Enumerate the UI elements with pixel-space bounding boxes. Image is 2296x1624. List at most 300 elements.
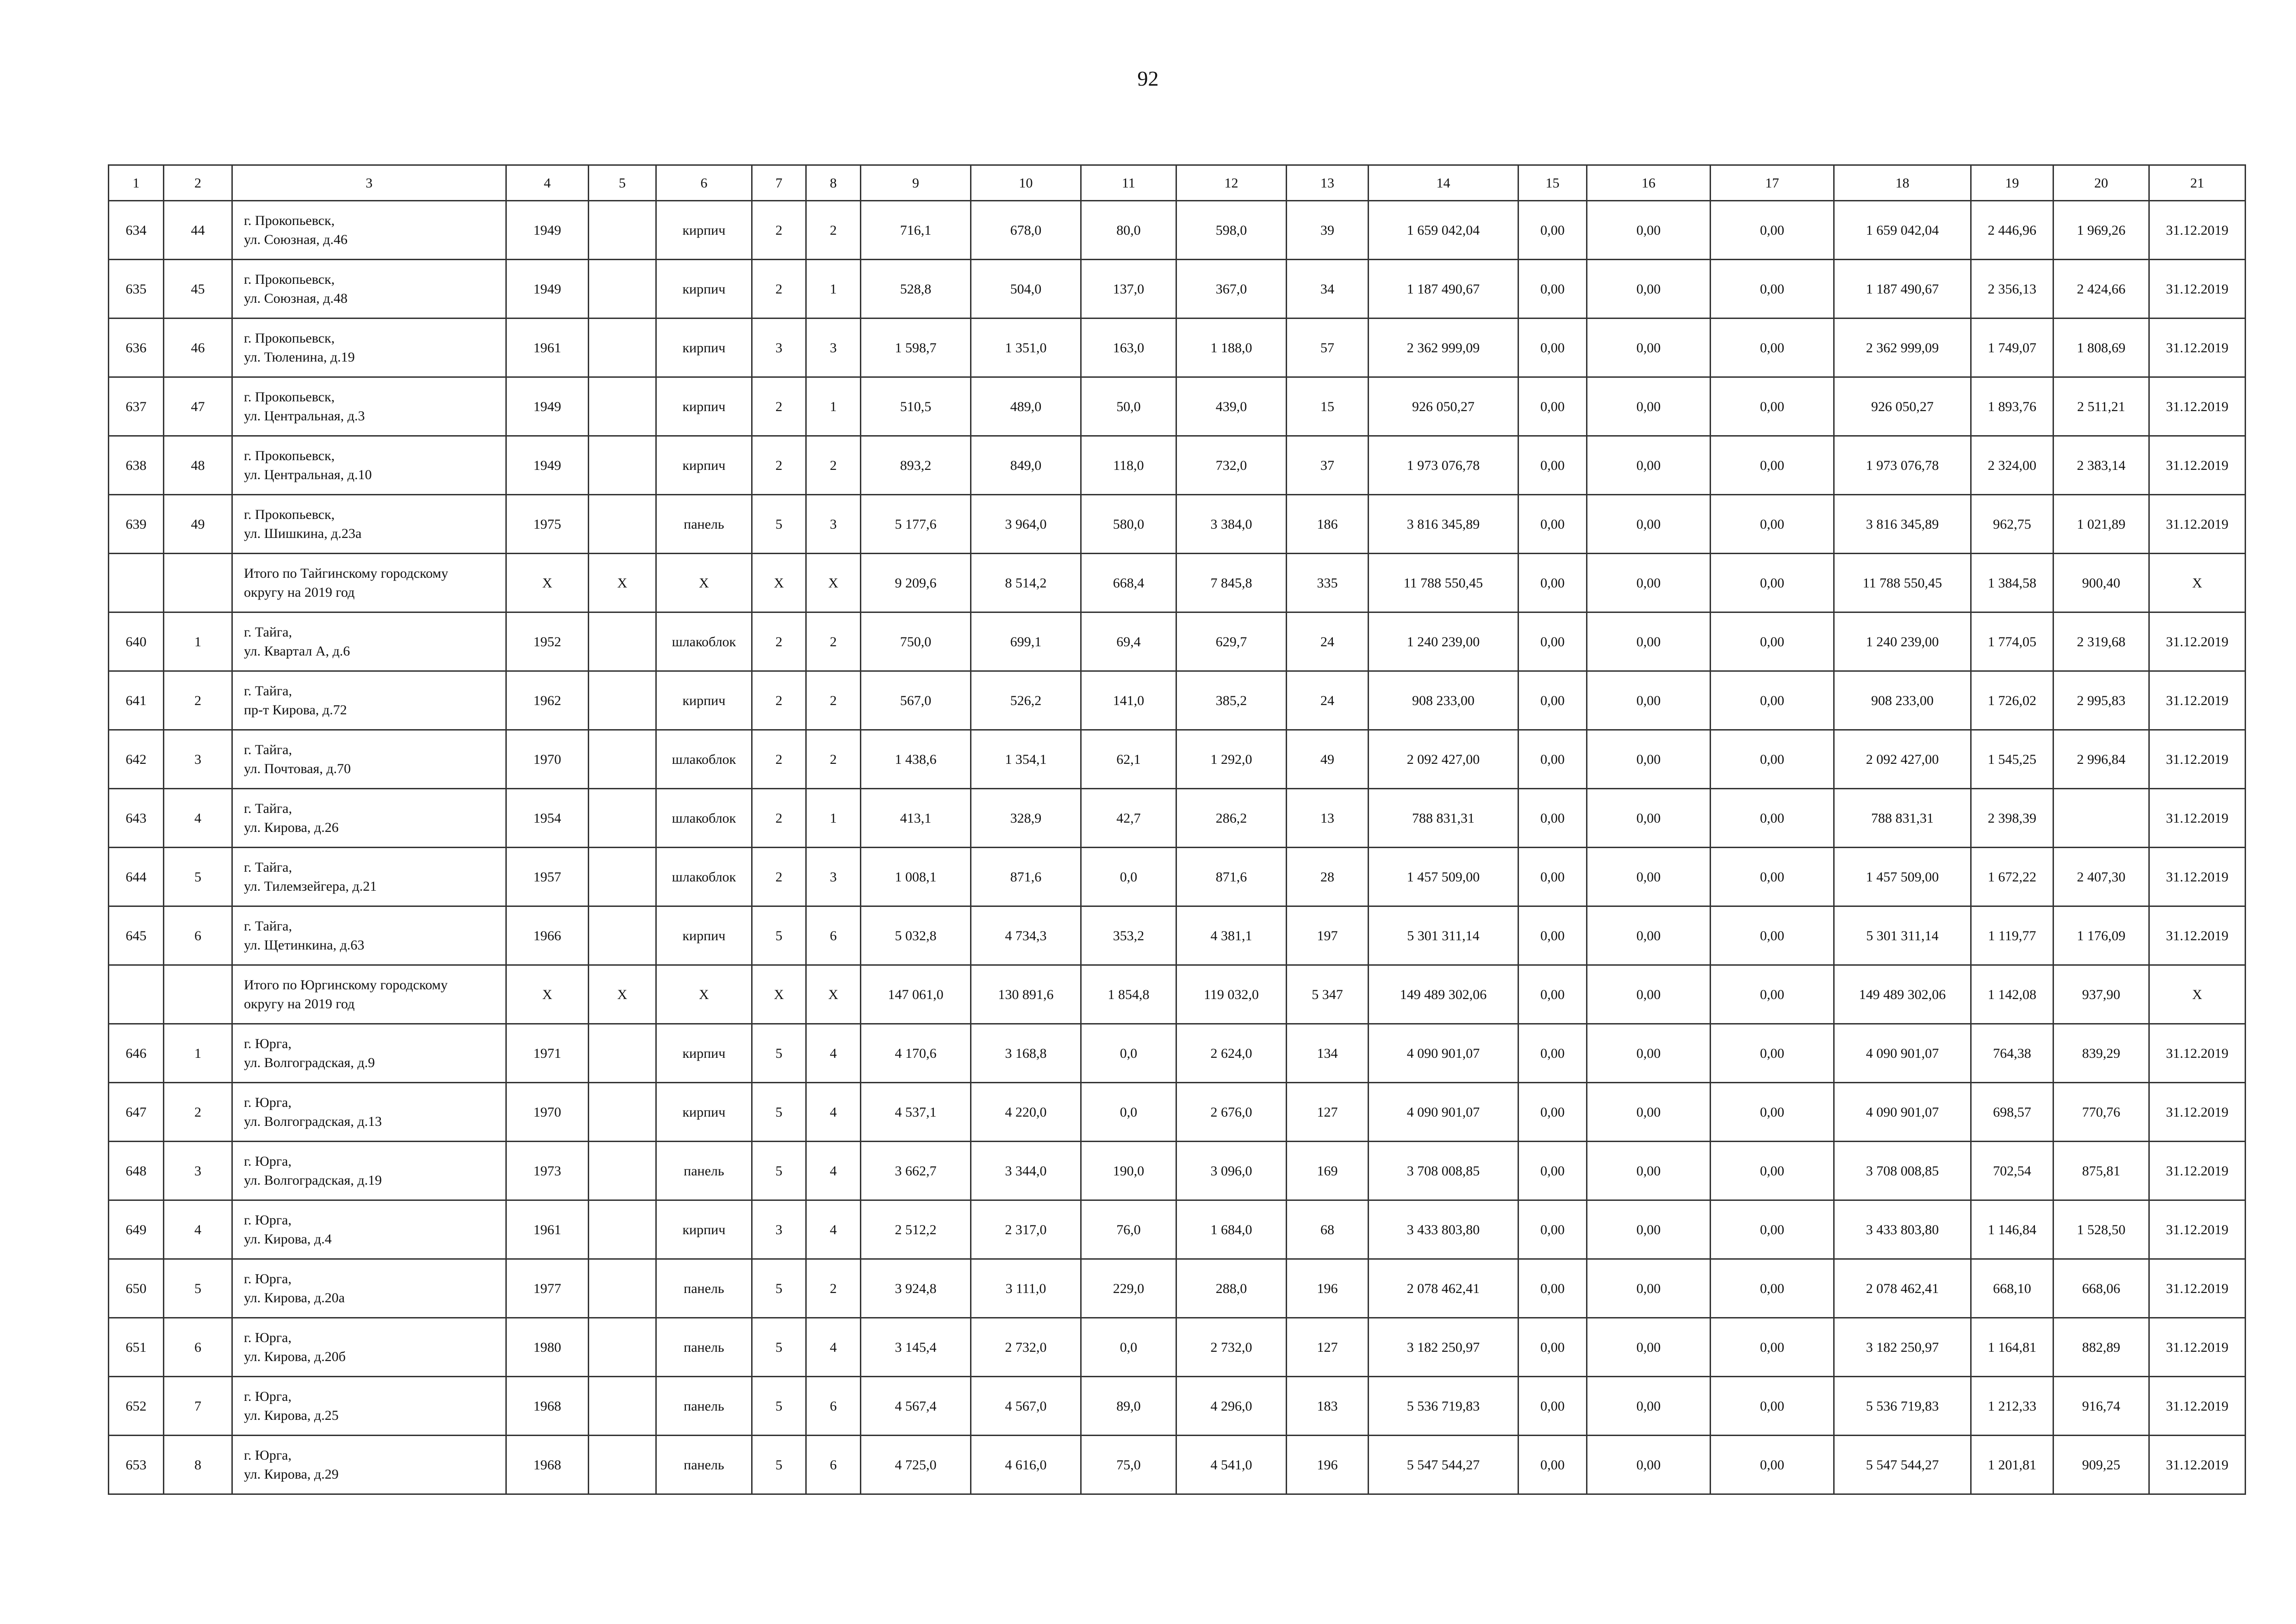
cell-col-1: 653: [109, 1436, 164, 1494]
cell-col-4: X: [506, 965, 589, 1024]
cell-col-21: 31.12.2019: [2149, 1377, 2246, 1436]
cell-col-18: 149 489 302,06: [1834, 965, 1971, 1024]
cell-col-19: 1 726,02: [1971, 671, 2053, 730]
cell-col-9: 147 061,0: [861, 965, 971, 1024]
cell-col-7: 5: [752, 1377, 806, 1436]
cell-col-6: шлакоблок: [656, 848, 752, 906]
cell-col-14: 1 659 042,04: [1369, 201, 1518, 260]
cell-col-20: 2 319,68: [2053, 612, 2149, 671]
cell-col-4: 1975: [506, 495, 589, 554]
cell-col-10: 849,0: [971, 436, 1081, 495]
cell-col-10: 3 168,8: [971, 1024, 1081, 1083]
cell-col-17: 0,00: [1711, 789, 1834, 848]
cell-col-15: 0,00: [1518, 377, 1587, 436]
column-number: 4: [506, 165, 589, 201]
column-number: 16: [1587, 165, 1711, 201]
address-line-2: ул. Кирова, д.20а: [244, 1290, 345, 1305]
cell-col-1: 636: [109, 319, 164, 377]
cell-col-4: 1977: [506, 1259, 589, 1318]
table-row: [109, 671, 2246, 730]
table-row: [109, 436, 2246, 495]
cell-col-5: [589, 906, 656, 965]
address-cell: [232, 730, 506, 789]
cell-col-10: 4 220,0: [971, 1083, 1081, 1142]
column-number: 10: [971, 165, 1081, 201]
cell-col-6: панель: [656, 495, 752, 554]
cell-col-20: 882,89: [2053, 1318, 2149, 1377]
cell-col-13: 39: [1287, 201, 1369, 260]
address-line-2: ул. Кирова, д.25: [244, 1408, 339, 1423]
cell-col-13: 5 347: [1287, 965, 1369, 1024]
address-line-2: ул. Кирова, д.29: [244, 1467, 339, 1482]
cell-col-18: 3 708 008,85: [1834, 1142, 1971, 1200]
cell-col-4: X: [506, 554, 589, 612]
cell-col-16: 0,00: [1587, 1436, 1711, 1494]
cell-col-14: 2 362 999,09: [1369, 319, 1518, 377]
cell-col-18: 1 659 042,04: [1834, 201, 1971, 260]
cell-col-20: 1 021,89: [2053, 495, 2149, 554]
cell-col-12: 1 292,0: [1176, 730, 1287, 789]
address-cell: [232, 1024, 506, 1083]
cell-col-21: 31.12.2019: [2149, 789, 2246, 848]
cell-col-13: 15: [1287, 377, 1369, 436]
address-line-1: Итого по Юргинскому городскому: [244, 977, 448, 993]
cell-col-19: 1 749,07: [1971, 319, 2053, 377]
address-cell: [232, 1436, 506, 1494]
cell-col-16: 0,00: [1587, 848, 1711, 906]
cell-col-8: X: [806, 965, 861, 1024]
cell-col-15: 0,00: [1518, 965, 1587, 1024]
cell-col-6: панель: [656, 1259, 752, 1318]
address-cell: [232, 1200, 506, 1259]
cell-col-10: 3 111,0: [971, 1259, 1081, 1318]
column-number: 17: [1711, 165, 1834, 201]
cell-col-5: [589, 730, 656, 789]
cell-col-16: 0,00: [1587, 495, 1711, 554]
cell-col-11: 62,1: [1081, 730, 1176, 789]
cell-col-15: 0,00: [1518, 848, 1587, 906]
address-line-2: ул. Союзная, д.46: [244, 232, 348, 247]
address-cell: [232, 671, 506, 730]
address-line-2: округу на 2019 год: [244, 996, 355, 1012]
cell-col-21: 31.12.2019: [2149, 1142, 2246, 1200]
cell-col-11: 118,0: [1081, 436, 1176, 495]
cell-col-9: 4 567,4: [861, 1377, 971, 1436]
cell-col-10: 130 891,6: [971, 965, 1081, 1024]
cell-col-12: 385,2: [1176, 671, 1287, 730]
cell-col-2: 3: [164, 730, 232, 789]
table-row: [109, 612, 2246, 671]
cell-col-7: 2: [752, 671, 806, 730]
cell-col-7: 5: [752, 1259, 806, 1318]
cell-col-4: 1961: [506, 319, 589, 377]
cell-col-6: кирпич: [656, 1200, 752, 1259]
cell-col-21: 31.12.2019: [2149, 1024, 2246, 1083]
table-row: [109, 906, 2246, 965]
address-cell: [232, 612, 506, 671]
cell-col-11: 75,0: [1081, 1436, 1176, 1494]
cell-col-17: 0,00: [1711, 1377, 1834, 1436]
cell-col-19: 1 384,58: [1971, 554, 2053, 612]
cell-col-10: 1 351,0: [971, 319, 1081, 377]
column-number: 19: [1971, 165, 2053, 201]
cell-col-13: 57: [1287, 319, 1369, 377]
cell-col-19: 1 164,81: [1971, 1318, 2053, 1377]
cell-col-8: 6: [806, 1436, 861, 1494]
table-row: [109, 377, 2246, 436]
cell-col-4: 1949: [506, 201, 589, 260]
cell-col-21: 31.12.2019: [2149, 906, 2246, 965]
cell-col-17: 0,00: [1711, 906, 1834, 965]
column-number: 2: [164, 165, 232, 201]
cell-col-16: 0,00: [1587, 1377, 1711, 1436]
cell-col-8: 4: [806, 1318, 861, 1377]
cell-col-4: 1949: [506, 377, 589, 436]
cell-col-12: 288,0: [1176, 1259, 1287, 1318]
cell-col-21: 31.12.2019: [2149, 1318, 2246, 1377]
cell-col-6: шлакоблок: [656, 730, 752, 789]
cell-col-13: 335: [1287, 554, 1369, 612]
cell-col-4: 1971: [506, 1024, 589, 1083]
cell-col-9: 528,8: [861, 260, 971, 319]
cell-col-21: 31.12.2019: [2149, 377, 2246, 436]
cell-col-21: 31.12.2019: [2149, 612, 2246, 671]
cell-col-8: 3: [806, 848, 861, 906]
address-cell: [232, 789, 506, 848]
cell-col-14: 1 187 490,67: [1369, 260, 1518, 319]
cell-col-5: [589, 612, 656, 671]
cell-col-18: 1 240 239,00: [1834, 612, 1971, 671]
cell-col-10: 526,2: [971, 671, 1081, 730]
cell-col-15: 0,00: [1518, 906, 1587, 965]
cell-col-16: 0,00: [1587, 260, 1711, 319]
cell-col-8: X: [806, 554, 861, 612]
cell-col-15: 0,00: [1518, 495, 1587, 554]
cell-col-8: 4: [806, 1200, 861, 1259]
cell-col-5: [589, 260, 656, 319]
cell-col-1: 634: [109, 201, 164, 260]
cell-col-18: 788 831,31: [1834, 789, 1971, 848]
cell-col-18: 3 433 803,80: [1834, 1200, 1971, 1259]
cell-col-1: 635: [109, 260, 164, 319]
registry-table: [108, 164, 2246, 1495]
cell-col-17: 0,00: [1711, 260, 1834, 319]
cell-col-13: 13: [1287, 789, 1369, 848]
cell-col-16: 0,00: [1587, 789, 1711, 848]
cell-col-12: 2 676,0: [1176, 1083, 1287, 1142]
address-cell: [232, 848, 506, 906]
cell-col-5: [589, 1377, 656, 1436]
cell-col-20: [2053, 789, 2149, 848]
cell-col-16: 0,00: [1587, 671, 1711, 730]
cell-col-18: 3 816 345,89: [1834, 495, 1971, 554]
cell-col-4: 1973: [506, 1142, 589, 1200]
cell-col-14: 149 489 302,06: [1369, 965, 1518, 1024]
cell-col-1: 651: [109, 1318, 164, 1377]
column-number: 11: [1081, 165, 1176, 201]
column-number: 12: [1176, 165, 1287, 201]
cell-col-4: 1949: [506, 260, 589, 319]
table-row: [109, 1024, 2246, 1083]
cell-col-2: 44: [164, 201, 232, 260]
address-cell: [232, 436, 506, 495]
cell-col-21: 31.12.2019: [2149, 436, 2246, 495]
cell-col-16: 0,00: [1587, 554, 1711, 612]
cell-col-20: 875,81: [2053, 1142, 2149, 1200]
cell-col-6: кирпич: [656, 201, 752, 260]
cell-col-20: 770,76: [2053, 1083, 2149, 1142]
cell-col-1: 644: [109, 848, 164, 906]
cell-col-7: 2: [752, 848, 806, 906]
address-line-2: ул. Кирова, д.4: [244, 1231, 332, 1247]
address-line-1: г. Тайга,: [244, 918, 292, 934]
cell-col-11: 190,0: [1081, 1142, 1176, 1200]
cell-col-19: 2 446,96: [1971, 201, 2053, 260]
cell-col-19: 1 774,05: [1971, 612, 2053, 671]
address-line-2: ул. Центральная, д.3: [244, 408, 365, 424]
cell-col-21: 31.12.2019: [2149, 1200, 2246, 1259]
cell-col-4: 1966: [506, 906, 589, 965]
cell-col-19: 1 893,76: [1971, 377, 2053, 436]
cell-col-4: 1952: [506, 612, 589, 671]
cell-col-11: 229,0: [1081, 1259, 1176, 1318]
cell-col-10: 871,6: [971, 848, 1081, 906]
cell-col-13: 28: [1287, 848, 1369, 906]
cell-col-20: 2 511,21: [2053, 377, 2149, 436]
cell-col-5: [589, 1259, 656, 1318]
cell-col-15: 0,00: [1518, 1200, 1587, 1259]
cell-col-15: 0,00: [1518, 789, 1587, 848]
address-line-2: ул. Кирова, д.20б: [244, 1349, 346, 1364]
cell-col-10: 489,0: [971, 377, 1081, 436]
cell-col-19: 1 146,84: [1971, 1200, 2053, 1259]
table-body: [109, 165, 2246, 1494]
address-line-2: ул. Волгоградская, д.19: [244, 1173, 382, 1188]
column-number: 20: [2053, 165, 2149, 201]
cell-col-11: 0,0: [1081, 1024, 1176, 1083]
cell-col-16: 0,00: [1587, 1318, 1711, 1377]
address-line-2: ул. Центральная, д.10: [244, 467, 372, 482]
cell-col-13: 196: [1287, 1259, 1369, 1318]
cell-col-21: 31.12.2019: [2149, 730, 2246, 789]
table-row: [109, 1083, 2246, 1142]
cell-col-12: 7 845,8: [1176, 554, 1287, 612]
cell-col-11: 42,7: [1081, 789, 1176, 848]
address-line-1: Итого по Тайгинскому городскому: [244, 566, 448, 581]
cell-col-6: панель: [656, 1377, 752, 1436]
address-line-1: г. Юрга,: [244, 1212, 292, 1228]
cell-col-6: кирпич: [656, 319, 752, 377]
table-row: [109, 1318, 2246, 1377]
cell-col-8: 2: [806, 671, 861, 730]
cell-col-11: 137,0: [1081, 260, 1176, 319]
cell-col-13: 169: [1287, 1142, 1369, 1200]
cell-col-2: 47: [164, 377, 232, 436]
cell-col-19: 668,10: [1971, 1259, 2053, 1318]
cell-col-15: 0,00: [1518, 1436, 1587, 1494]
address-line-1: г. Юрга,: [244, 1036, 292, 1051]
cell-col-21: 31.12.2019: [2149, 319, 2246, 377]
cell-col-7: 2: [752, 436, 806, 495]
cell-col-2: 3: [164, 1142, 232, 1200]
address-line-1: г. Прокопьевск,: [244, 331, 335, 346]
cell-col-20: 909,25: [2053, 1436, 2149, 1494]
cell-col-9: 413,1: [861, 789, 971, 848]
cell-col-8: 1: [806, 377, 861, 436]
cell-col-12: 367,0: [1176, 260, 1287, 319]
cell-col-2: 7: [164, 1377, 232, 1436]
cell-col-17: 0,00: [1711, 1083, 1834, 1142]
cell-col-12: 1 188,0: [1176, 319, 1287, 377]
cell-col-16: 0,00: [1587, 612, 1711, 671]
cell-col-6: кирпич: [656, 436, 752, 495]
cell-col-2: 1: [164, 612, 232, 671]
cell-col-8: 4: [806, 1083, 861, 1142]
cell-col-7: 5: [752, 1436, 806, 1494]
cell-col-6: панель: [656, 1436, 752, 1494]
address-line-1: г. Юрга,: [244, 1330, 292, 1345]
address-cell: [232, 1377, 506, 1436]
cell-col-16: 0,00: [1587, 1142, 1711, 1200]
cell-col-2: 4: [164, 789, 232, 848]
cell-col-13: 186: [1287, 495, 1369, 554]
cell-col-12: 598,0: [1176, 201, 1287, 260]
cell-col-5: [589, 1436, 656, 1494]
cell-col-5: [589, 848, 656, 906]
cell-col-2: 46: [164, 319, 232, 377]
cell-col-13: 24: [1287, 612, 1369, 671]
cell-col-17: 0,00: [1711, 1024, 1834, 1083]
cell-col-14: 1 457 509,00: [1369, 848, 1518, 906]
cell-col-1: 642: [109, 730, 164, 789]
cell-col-2: 5: [164, 1259, 232, 1318]
cell-col-7: 5: [752, 495, 806, 554]
cell-col-1: 652: [109, 1377, 164, 1436]
column-number: 21: [2149, 165, 2246, 201]
cell-col-6: кирпич: [656, 377, 752, 436]
cell-col-18: 4 090 901,07: [1834, 1083, 1971, 1142]
column-number: 13: [1287, 165, 1369, 201]
cell-col-14: 3 816 345,89: [1369, 495, 1518, 554]
address-line-1: г. Тайга,: [244, 625, 292, 640]
cell-col-20: 2 996,84: [2053, 730, 2149, 789]
cell-col-13: 34: [1287, 260, 1369, 319]
cell-col-14: 4 090 901,07: [1369, 1024, 1518, 1083]
cell-col-2: 2: [164, 1083, 232, 1142]
cell-col-20: 668,06: [2053, 1259, 2149, 1318]
cell-col-6: панель: [656, 1142, 752, 1200]
address-line-2: ул. Кирова, д.26: [244, 820, 339, 835]
cell-col-6: X: [656, 554, 752, 612]
address-line-1: г. Прокопьевск,: [244, 389, 335, 405]
address-cell: [232, 906, 506, 965]
cell-col-13: 68: [1287, 1200, 1369, 1259]
cell-col-20: 1 808,69: [2053, 319, 2149, 377]
cell-col-12: 1 684,0: [1176, 1200, 1287, 1259]
column-number: 9: [861, 165, 971, 201]
cell-col-19: 1 119,77: [1971, 906, 2053, 965]
cell-col-13: 127: [1287, 1318, 1369, 1377]
cell-col-2: 2: [164, 671, 232, 730]
address-line-1: г. Тайга,: [244, 860, 292, 875]
table-row: [109, 848, 2246, 906]
cell-col-17: 0,00: [1711, 730, 1834, 789]
cell-col-15: 0,00: [1518, 260, 1587, 319]
cell-col-12: 4 381,1: [1176, 906, 1287, 965]
cell-col-19: 1 201,81: [1971, 1436, 2053, 1494]
address-cell: [232, 1259, 506, 1318]
cell-col-13: 37: [1287, 436, 1369, 495]
cell-col-11: 76,0: [1081, 1200, 1176, 1259]
cell-col-12: 439,0: [1176, 377, 1287, 436]
cell-col-16: 0,00: [1587, 1200, 1711, 1259]
cell-col-21: 31.12.2019: [2149, 1436, 2246, 1494]
cell-col-18: 1 187 490,67: [1834, 260, 1971, 319]
cell-col-12: 4 541,0: [1176, 1436, 1287, 1494]
cell-col-21: 31.12.2019: [2149, 848, 2246, 906]
cell-col-21: 31.12.2019: [2149, 495, 2246, 554]
cell-col-20: 916,74: [2053, 1377, 2149, 1436]
cell-col-18: 5 301 311,14: [1834, 906, 1971, 965]
cell-col-15: 0,00: [1518, 671, 1587, 730]
cell-col-2: 48: [164, 436, 232, 495]
cell-col-4: 1954: [506, 789, 589, 848]
cell-col-9: 1 008,1: [861, 848, 971, 906]
address-cell: [232, 554, 506, 612]
cell-col-10: 3 964,0: [971, 495, 1081, 554]
cell-col-1: 637: [109, 377, 164, 436]
cell-col-17: 0,00: [1711, 319, 1834, 377]
cell-col-16: 0,00: [1587, 436, 1711, 495]
cell-col-2: 8: [164, 1436, 232, 1494]
address-line-1: г. Прокопьевск,: [244, 507, 335, 522]
cell-col-12: 3 096,0: [1176, 1142, 1287, 1200]
cell-col-18: 908 233,00: [1834, 671, 1971, 730]
cell-col-17: 0,00: [1711, 1200, 1834, 1259]
cell-col-9: 893,2: [861, 436, 971, 495]
cell-col-20: 1 528,50: [2053, 1200, 2149, 1259]
cell-col-15: 0,00: [1518, 1259, 1587, 1318]
cell-col-1: [109, 965, 164, 1024]
cell-col-9: 3 662,7: [861, 1142, 971, 1200]
address-line-2: ул. Тюленина, д.19: [244, 350, 355, 365]
address-line-1: г. Юрга,: [244, 1448, 292, 1463]
cell-col-15: 0,00: [1518, 1318, 1587, 1377]
cell-col-11: 50,0: [1081, 377, 1176, 436]
address-line-1: г. Юрга,: [244, 1095, 292, 1110]
address-cell: [232, 965, 506, 1024]
cell-col-9: 750,0: [861, 612, 971, 671]
cell-col-8: 2: [806, 612, 861, 671]
address-line-2: ул. Почтовая, д.70: [244, 761, 351, 776]
table-row: [109, 260, 2246, 319]
address-line-2: ул. Щетинкина, д.63: [244, 937, 365, 953]
cell-col-19: 2 324,00: [1971, 436, 2053, 495]
cell-col-14: 11 788 550,45: [1369, 554, 1518, 612]
cell-col-17: 0,00: [1711, 612, 1834, 671]
cell-col-13: 196: [1287, 1436, 1369, 1494]
cell-col-12: 871,6: [1176, 848, 1287, 906]
table-row: [109, 1200, 2246, 1259]
address-line-1: г. Прокопьевск,: [244, 448, 335, 463]
cell-col-11: 89,0: [1081, 1377, 1176, 1436]
cell-col-7: 5: [752, 906, 806, 965]
cell-col-12: 3 384,0: [1176, 495, 1287, 554]
cell-col-8: 2: [806, 1259, 861, 1318]
address-line-2: ул. Тилемзейгера, д.21: [244, 879, 377, 894]
cell-col-1: 646: [109, 1024, 164, 1083]
cell-col-15: 0,00: [1518, 1083, 1587, 1142]
